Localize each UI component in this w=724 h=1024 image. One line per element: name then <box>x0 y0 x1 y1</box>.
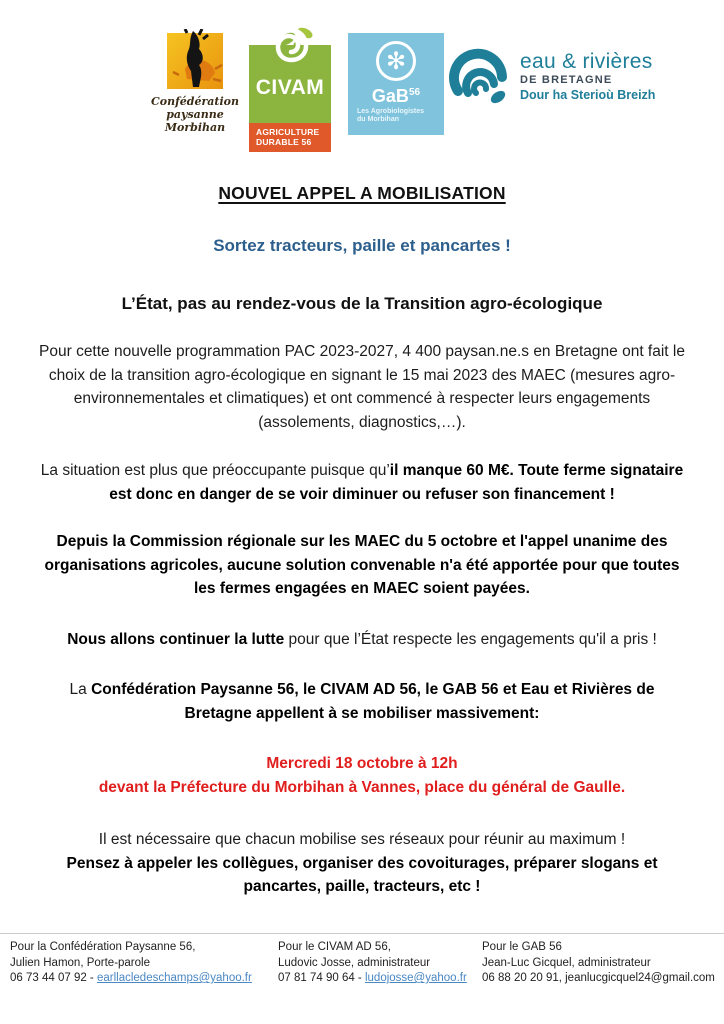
contacts-footer <box>0 933 724 987</box>
confederation-paysanne-logo <box>143 25 247 134</box>
buckwheat-flower-icon: ✻ <box>376 41 416 81</box>
paragraph-lutte: Nous allons continuer la lutte pour que l’État respecte les engagements qu'il a pris ! <box>67 630 657 648</box>
paragraph-situation: La situation est plus que préoccupante puisque qu’il manque 60 M€. Toute ferme signataire est donc en danger de se voir diminuer ou refuser son financement ! <box>40 462 684 503</box>
rally-date: Mercredi 18 octobre à 12h <box>266 755 458 772</box>
gab56-wordmark: GaB$^{56}$ <box>371 86 421 106</box>
paragraph-pac: Pour cette nouvelle programmation PAC 2023-2027, 4 400 paysan.ne.s en Bretagne ont fait le choix de la transition agro-écologique en signant le 15 mai 2023 des MAEC (mesures agro-environnementales et climatiques) et ont commencé à respecter leurs engagements (assolements, diagnostics,…). <box>39 343 685 431</box>
civam-green-panel <box>249 45 331 123</box>
eau-rivieres-wordmark: eau & rivières DE BRETAGNE Dour ha Sterioù Breizh <box>520 50 656 102</box>
spiral-icon <box>269 25 311 67</box>
gab56-subtitle: Les Agrobiologistes du Morbihan <box>357 108 425 123</box>
wave-icon <box>448 47 510 109</box>
rally-date-announcement <box>34 752 690 799</box>
paragraph-mobilisation: Il est nécessaire que chacun mobilise ses réseaux pour réunir au maximum ! Pensez à appeler les collègues, organiser des covoiturages, préparer slogans et pancartes, paille, tracteurs, etc ! <box>66 831 658 895</box>
farmer-sun-icon <box>165 29 225 91</box>
contact-gab56: Pour le GAB 56 Jean-Luc Gicquel, administrateur 06 88 20 20 91, jeanlucgicquel24@gmail.com <box>482 941 715 984</box>
civam-wordmark: CIVAM <box>255 76 325 99</box>
contact-confederation-paysanne: Pour la Confédération Paysanne 56, Julien Hamon, Porte-parole 06 73 44 07 92 - earllacledeschamps@yahoo.fr <box>10 941 252 984</box>
contact-civam: Pour le CIVAM AD 56, Ludovic Josse, administrateur 07 81 74 90 64 - ludojosse@yahoo.fr <box>278 941 467 984</box>
civam-banner: AGRICULTURE DURABLE 56 <box>249 123 331 152</box>
logo-banner <box>0 0 724 152</box>
civam-logo <box>249 25 331 152</box>
eau-rivieres-logo <box>448 47 655 109</box>
email-link-confederation[interactable]: earllacledeschamps@yahoo.fr <box>96 972 252 984</box>
heading-etat: L’État, pas au rendez-vous de la Transition agro-écologique <box>121 294 603 313</box>
paragraph-appel: La Confédération Paysanne 56, le CIVAM AD 56, le GAB 56 et Eau et Rivières de Bretagne appellent à se mobiliser massivement: <box>69 681 655 722</box>
gab56-logo <box>348 33 444 135</box>
paragraph-commission: Depuis la Commission régionale sur les MAEC du 5 octobre et l'appel unanime des organisations agricoles, aucune solution convenable n'a été apportée pour que toutes les fermes engagées en MAEC soient payées. <box>44 533 680 597</box>
document-body <box>0 183 724 899</box>
page-title: NOUVEL APPEL A MOBILISATION <box>218 183 506 203</box>
rally-location: devant la Préfecture du Morbihan à Vannes, place du général de Gaulle. <box>98 778 626 796</box>
email-link-civam[interactable]: ludojosse@yahoo.fr <box>364 972 467 984</box>
subtitle-call-to-action: Sortez tracteurs, paille et pancartes ! <box>213 236 511 255</box>
confederation-paysanne-caption: Confédération paysanne Morbihan <box>150 95 240 134</box>
